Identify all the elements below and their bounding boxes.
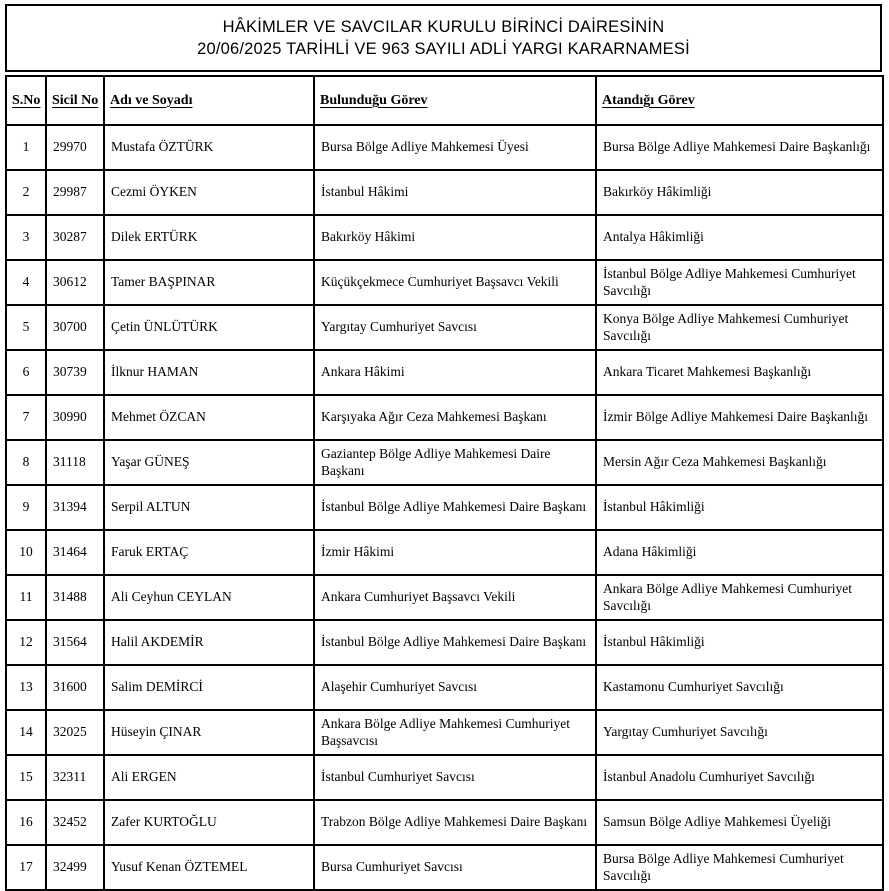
cell-name: Serpil ALTUN [104,485,314,530]
cell-name: Mustafa ÖZTÜRK [104,125,314,170]
cell-sno: 13 [6,665,46,710]
table-row [6,485,883,530]
decree-table [5,75,884,891]
cell-sno: 5 [6,305,46,350]
cell-sno: 7 [6,395,46,440]
cell-sno: 15 [6,755,46,800]
cell-sicil: 31564 [46,620,104,665]
cell-from: İzmir Hâkimi [314,530,596,575]
cell-to: İstanbul Anadolu Cumhuriyet Savcılığı [596,755,883,800]
cell-to: Ankara Ticaret Mahkemesi Başkanlığı [596,350,883,395]
column-header-from: Bulunduğu Görev [314,76,596,125]
cell-sno: 8 [6,440,46,485]
column-header-sicil: Sicil No [46,76,104,125]
cell-from: İstanbul Cumhuriyet Savcısı [314,755,596,800]
cell-from: Ankara Cumhuriyet Başsavcı Vekili [314,575,596,620]
cell-from: Alaşehir Cumhuriyet Savcısı [314,665,596,710]
cell-name: Halil AKDEMİR [104,620,314,665]
cell-from: Bursa Bölge Adliye Mahkemesi Üyesi [314,125,596,170]
cell-sicil: 32025 [46,710,104,755]
cell-to: Bursa Bölge Adliye Mahkemesi Cumhuriyet Savcılığı [596,845,883,890]
table-body [6,125,883,890]
cell-name: Zafer KURTOĞLU [104,800,314,845]
cell-to: Bakırköy Hâkimliği [596,170,883,215]
cell-sno: 1 [6,125,46,170]
cell-sicil: 30612 [46,260,104,305]
cell-sicil: 30739 [46,350,104,395]
table-row [6,215,883,260]
cell-sicil: 30287 [46,215,104,260]
cell-sno: 11 [6,575,46,620]
cell-name: Yusuf Kenan ÖZTEMEL [104,845,314,890]
cell-from: Bursa Cumhuriyet Savcısı [314,845,596,890]
cell-to: Adana Hâkimliği [596,530,883,575]
cell-from: Karşıyaka Ağır Ceza Mahkemesi Başkanı [314,395,596,440]
table-row [6,620,883,665]
cell-name: Cezmi ÖYKEN [104,170,314,215]
cell-to: Konya Bölge Adliye Mahkemesi Cumhuriyet Savcılığı [596,305,883,350]
cell-to: Kastamonu Cumhuriyet Savcılığı [596,665,883,710]
cell-from: Küçükçekmece Cumhuriyet Başsavcı Vekili [314,260,596,305]
cell-to: Mersin Ağır Ceza Mahkemesi Başkanlığı [596,440,883,485]
cell-to: Samsun Bölge Adliye Mahkemesi Üyeliği [596,800,883,845]
cell-sicil: 32499 [46,845,104,890]
cell-from: İstanbul Hâkimi [314,170,596,215]
cell-from: İstanbul Bölge Adliye Mahkemesi Daire Başkanı [314,485,596,530]
decree-title-line-1: HÂKİMLER VE SAVCILAR KURULU BİRİNCİ DAİRESİNİN [222,18,665,36]
cell-sno: 10 [6,530,46,575]
table-row [6,350,883,395]
cell-sno: 14 [6,710,46,755]
cell-to: Ankara Bölge Adliye Mahkemesi Cumhuriyet Savcılığı [596,575,883,620]
cell-from: Yargıtay Cumhuriyet Savcısı [314,305,596,350]
cell-from: Ankara Hâkimi [314,350,596,395]
cell-name: Salim DEMİRCİ [104,665,314,710]
column-header-name: Adı ve Soyadı [104,76,314,125]
cell-from: Gaziantep Bölge Adliye Mahkemesi Daire Başkanı [314,440,596,485]
cell-sno: 16 [6,800,46,845]
cell-sicil: 29987 [46,170,104,215]
cell-sno: 12 [6,620,46,665]
column-header-to: Atandığı Görev [596,76,883,125]
cell-sicil: 30700 [46,305,104,350]
table-row [6,395,883,440]
table-row [6,125,883,170]
table-row [6,710,883,755]
table-row [6,845,883,890]
cell-sno: 17 [6,845,46,890]
cell-sicil: 31118 [46,440,104,485]
table-row [6,755,883,800]
table-row [6,800,883,845]
table-row [6,575,883,620]
column-header-sno: S.No [6,76,46,125]
table-row [6,665,883,710]
cell-sno: 4 [6,260,46,305]
cell-sno: 3 [6,215,46,260]
cell-name: İlknur HAMAN [104,350,314,395]
cell-to: Antalya Hâkimliği [596,215,883,260]
cell-name: Mehmet ÖZCAN [104,395,314,440]
cell-from: Bakırköy Hâkimi [314,215,596,260]
cell-sicil: 32311 [46,755,104,800]
cell-to: Bursa Bölge Adliye Mahkemesi Daire Başkanlığı [596,125,883,170]
cell-name: Dilek ERTÜRK [104,215,314,260]
cell-sicil: 29970 [46,125,104,170]
cell-sno: 2 [6,170,46,215]
decree-title-line-2: 20/06/2025 TARİHLİ VE 963 SAYILI ADLİ YARGI KARARNAMESİ [197,40,690,58]
cell-to: Yargıtay Cumhuriyet Savcılığı [596,710,883,755]
cell-sicil: 30990 [46,395,104,440]
cell-name: Hüseyin ÇINAR [104,710,314,755]
table-row [6,260,883,305]
cell-sicil: 31600 [46,665,104,710]
table-row [6,305,883,350]
cell-sno: 9 [6,485,46,530]
cell-to: İstanbul Hâkimliği [596,620,883,665]
cell-name: Faruk ERTAÇ [104,530,314,575]
cell-to: İzmir Bölge Adliye Mahkemesi Daire Başkanlığı [596,395,883,440]
cell-from: Ankara Bölge Adliye Mahkemesi Cumhuriyet Başsavcısı [314,710,596,755]
cell-name: Ali ERGEN [104,755,314,800]
table-header-row [6,76,883,125]
cell-sicil: 31394 [46,485,104,530]
cell-name: Yaşar GÜNEŞ [104,440,314,485]
cell-from: İstanbul Bölge Adliye Mahkemesi Daire Başkanı [314,620,596,665]
table-row [6,530,883,575]
cell-to: İstanbul Hâkimliği [596,485,883,530]
table-row [6,170,883,215]
cell-to: İstanbul Bölge Adliye Mahkemesi Cumhuriyet Savcılığı [596,260,883,305]
decree-title-box [5,4,882,72]
cell-name: Tamer BAŞPINAR [104,260,314,305]
cell-sno: 6 [6,350,46,395]
cell-sicil: 32452 [46,800,104,845]
cell-name: Ali Ceyhun CEYLAN [104,575,314,620]
cell-from: Trabzon Bölge Adliye Mahkemesi Daire Başkanı [314,800,596,845]
cell-sicil: 31488 [46,575,104,620]
cell-name: Çetin ÜNLÜTÜRK [104,305,314,350]
table-row [6,440,883,485]
cell-sicil: 31464 [46,530,104,575]
